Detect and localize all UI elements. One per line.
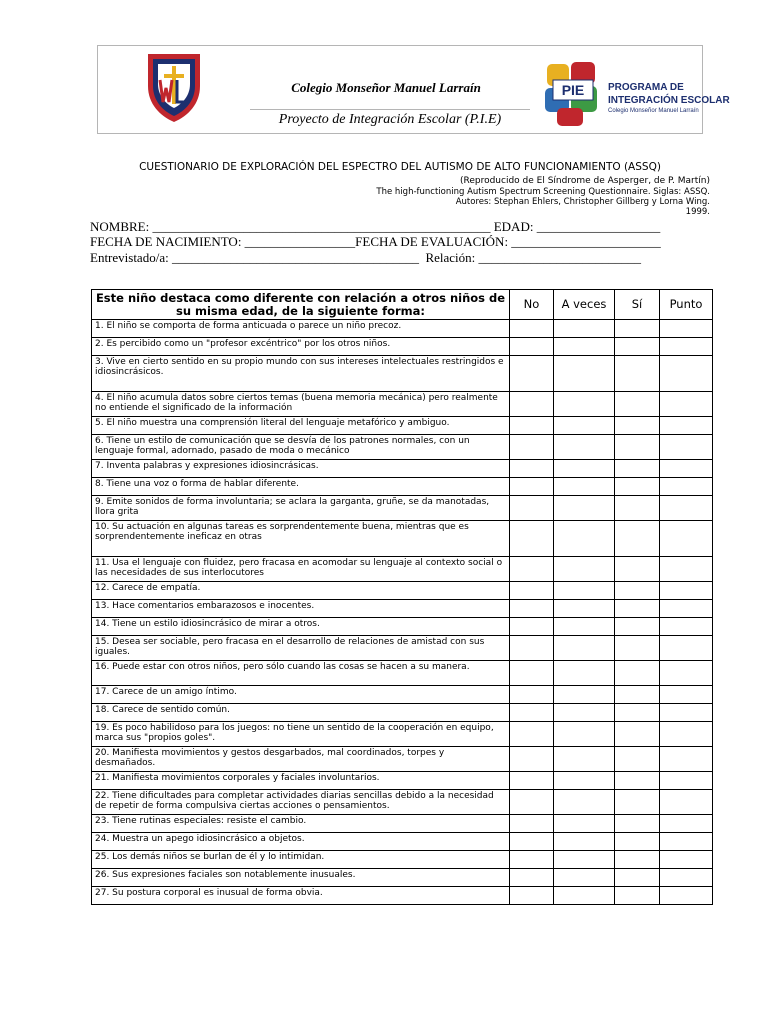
score-cell[interactable] [660,356,713,392]
score-cell[interactable] [660,790,713,815]
score-cell[interactable] [660,417,713,435]
score-cell[interactable] [660,833,713,851]
question-text: 5. El niño muestra una comprensión literal del lenguaje metafórico y ambiguo. [92,417,510,435]
question-text: 8. Tiene una voz o forma de hablar diferente. [92,478,510,496]
answer-no-cell[interactable] [510,582,554,600]
question-text: 10. Su actuación en algunas tareas es sorprendentemente buena, mientras que es sorprendentemente ineficaz en otras [92,521,510,557]
answer-no-cell[interactable] [510,790,554,815]
answer-no-cell[interactable] [510,772,554,790]
question-text: 12. Carece de empatía. [92,582,510,600]
table-row [92,338,713,356]
question-text: 21. Manifiesta movimientos corporales y faciales involuntarios. [92,772,510,790]
school-crest-icon [144,50,204,124]
table-row [92,851,713,869]
answer-no-cell[interactable] [510,496,554,521]
answer-a-veces-cell[interactable] [554,833,615,851]
answer-si-cell[interactable] [615,496,660,521]
answer-si-cell[interactable] [615,833,660,851]
pie-title-line2: INTEGRACIÓN ESCOLAR [608,95,730,106]
question-text: 20. Manifiesta movimientos y gestos desgarbados, mal coordinados, torpes y desmañados. [92,747,510,772]
answer-a-veces-cell[interactable] [554,790,615,815]
answer-no-cell[interactable] [510,338,554,356]
table-row [92,496,713,521]
answer-si-cell[interactable] [615,435,660,460]
reference-line: (Reproducido de El Síndrome de Asperger, de P. Martín) [459,176,710,186]
score-cell[interactable] [660,636,713,661]
answer-a-veces-cell[interactable] [554,686,615,704]
table-row [92,747,713,772]
answer-no-cell[interactable] [510,392,554,417]
answer-no-cell[interactable] [510,435,554,460]
reference-line: The high-functioning Autism Spectrum Screening Questionnaire. Siglas: ASSQ. [376,187,710,197]
answer-si-cell[interactable] [615,582,660,600]
answer-a-veces-cell[interactable] [554,887,615,905]
table-row [92,417,713,435]
interviewee-relation-field[interactable]: Entrevistado/a: ______________________________________ Relación: _________________________ [90,250,642,265]
answer-si-cell[interactable] [615,460,660,478]
question-text: 1. El niño se comporta de forma anticuada o parece un niño precoz. [92,320,510,338]
pie-title-line3: Colegio Monseñor Manuel Larraín [608,108,699,114]
answer-a-veces-cell[interactable] [554,392,615,417]
question-text: 4. El niño acumula datos sobre ciertos temas (buena memoria mecánica) pero realmente no entiende el significado de la información [92,392,510,417]
document-title: CUESTIONARIO DE EXPLORACIÓN DEL ESPECTRO DEL AUTISMO DE ALTO FUNCIONAMIENTO (ASSQ) [139,161,661,173]
question-text: 11. Usa el lenguaje con fluidez, pero fracasa en acomodar su lenguaje al contexto social o las necesidades de sus interlocutores [92,557,510,582]
birth-evaluation-date-field[interactable]: FECHA DE NACIMIENTO: _________________FECHA DE EVALUACIÓN: _______________________ [90,234,661,249]
answer-no-cell[interactable] [510,686,554,704]
answer-no-cell[interactable] [510,815,554,833]
answer-a-veces-cell[interactable] [554,582,615,600]
answer-si-cell[interactable] [615,851,660,869]
answer-si-cell[interactable] [615,772,660,790]
answer-a-veces-cell[interactable] [554,521,615,557]
answer-no-cell[interactable] [510,661,554,686]
score-cell[interactable] [660,478,713,496]
name-age-field[interactable]: NOMBRE: ____________________________________________________ EDAD: ___________________ [90,219,661,234]
pie-title-line1: PROGRAMA DE [608,82,684,93]
answer-no-cell[interactable] [510,887,554,905]
score-cell[interactable] [660,661,713,686]
answer-si-cell[interactable] [615,338,660,356]
answer-a-veces-cell[interactable] [554,557,615,582]
score-cell[interactable] [660,435,713,460]
question-text: 3. Vive en cierto sentido en su propio mundo con sus intereses intelectuales restringidos e idiosincrásicos. [92,356,510,392]
table-row [92,704,713,722]
answer-no-cell[interactable] [510,722,554,747]
answer-a-veces-cell[interactable] [554,704,615,722]
score-cell[interactable] [660,815,713,833]
table-row [92,661,713,686]
question-text: 27. Su postura corporal es inusual de forma obvia. [92,887,510,905]
answer-a-veces-cell[interactable] [554,460,615,478]
answer-a-veces-cell[interactable] [554,851,615,869]
answer-no-cell[interactable] [510,704,554,722]
answer-a-veces-cell[interactable] [554,600,615,618]
score-cell[interactable] [660,496,713,521]
table-row [92,435,713,460]
answer-a-veces-cell[interactable] [554,722,615,747]
table-row [92,460,713,478]
pie-acronym: PIE [561,82,585,98]
table-row [92,686,713,704]
answer-no-cell[interactable] [510,851,554,869]
question-text: 13. Hace comentarios embarazosos e inocentes. [92,600,510,618]
answer-si-cell[interactable] [615,887,660,905]
question-text: 26. Sus expresiones faciales son notablemente inusuales. [92,869,510,887]
table-row [92,887,713,905]
answer-no-cell[interactable] [510,869,554,887]
answer-a-veces-cell[interactable] [554,417,615,435]
answer-no-cell[interactable] [510,747,554,772]
column-header-si: Sí [615,290,660,320]
table-row [92,833,713,851]
answer-a-veces-cell[interactable] [554,661,615,686]
score-cell[interactable] [660,582,713,600]
answer-no-cell[interactable] [510,356,554,392]
answer-no-cell[interactable] [510,557,554,582]
score-cell[interactable] [660,600,713,618]
question-text: 24. Muestra un apego idiosincrásico a objetos. [92,833,510,851]
answer-no-cell[interactable] [510,478,554,496]
answer-si-cell[interactable] [615,636,660,661]
question-text: 25. Los demás niños se burlan de él y lo intimidan. [92,851,510,869]
question-text: 9. Emite sonidos de forma involuntaria; se aclara la garganta, gruñe, se da manotadas, llora grita [92,496,510,521]
answer-si-cell[interactable] [615,320,660,338]
table-header-statement: Este niño destaca como diferente con relación a otros niños de su misma edad, de la siguiente forma: [92,290,510,320]
answer-a-veces-cell[interactable] [554,496,615,521]
answer-a-veces-cell[interactable] [554,636,615,661]
score-cell[interactable] [660,460,713,478]
answer-si-cell[interactable] [615,869,660,887]
question-text: 19. Es poco habilidoso para los juegos: no tiene un sentido de la cooperación en equipo, marca sus "propios goles". [92,722,510,747]
answer-si-cell[interactable] [615,686,660,704]
answer-no-cell[interactable] [510,833,554,851]
table-row [92,815,713,833]
question-text: 17. Carece de un amigo íntimo. [92,686,510,704]
answer-a-veces-cell[interactable] [554,435,615,460]
column-header-a-veces: A veces [554,290,615,320]
question-text: 7. Inventa palabras y expresiones idiosincrásicas. [92,460,510,478]
score-cell[interactable] [660,851,713,869]
answer-a-veces-cell[interactable] [554,772,615,790]
table-row [92,869,713,887]
answer-si-cell[interactable] [615,704,660,722]
answer-si-cell[interactable] [615,557,660,582]
table-row [92,320,713,338]
table-row [92,478,713,496]
score-cell[interactable] [660,392,713,417]
answer-no-cell[interactable] [510,460,554,478]
answer-si-cell[interactable] [615,392,660,417]
question-text: 23. Tiene rutinas especiales: resiste el cambio. [92,815,510,833]
answer-si-cell[interactable] [615,417,660,435]
table-row [92,618,713,636]
answer-a-veces-cell[interactable] [554,618,615,636]
answer-si-cell[interactable] [615,661,660,686]
answer-si-cell[interactable] [615,600,660,618]
table-row [92,772,713,790]
answer-si-cell[interactable] [615,356,660,392]
score-cell[interactable] [660,338,713,356]
answer-a-veces-cell[interactable] [554,356,615,392]
score-cell[interactable] [660,747,713,772]
question-text: 14. Tiene un estilo idiosincrásico de mirar a otros. [92,618,510,636]
score-cell[interactable] [660,704,713,722]
table-row [92,722,713,747]
table-row [92,557,713,582]
answer-no-cell[interactable] [510,636,554,661]
answer-no-cell[interactable] [510,320,554,338]
answer-si-cell[interactable] [615,478,660,496]
school-name: Colegio Monseñor Manuel Larraín [291,80,481,95]
pie-program-logo [543,60,705,128]
answer-a-veces-cell[interactable] [554,320,615,338]
score-cell[interactable] [660,887,713,905]
column-header-punto: Punto [660,290,713,320]
answer-no-cell[interactable] [510,521,554,557]
score-cell[interactable] [660,686,713,704]
header-divider [250,109,530,110]
answer-no-cell[interactable] [510,600,554,618]
table-header-row [92,290,713,320]
table-row [92,600,713,618]
score-cell[interactable] [660,869,713,887]
table-row [92,636,713,661]
answer-si-cell[interactable] [615,722,660,747]
score-cell[interactable] [660,618,713,636]
reference-line: Autores: Stephan Ehlers, Christopher Gillberg y Lorna Wing. [455,197,710,207]
score-cell[interactable] [660,557,713,582]
question-text: 2. Es percibido como un "profesor excéntrico" por los otros niños. [92,338,510,356]
answer-a-veces-cell[interactable] [554,869,615,887]
table-row [92,582,713,600]
answer-a-veces-cell[interactable] [554,478,615,496]
answer-si-cell[interactable] [615,618,660,636]
answer-a-veces-cell[interactable] [554,338,615,356]
question-text: 22. Tiene dificultades para completar actividades diarias sencillas debido a la necesidad de repetir de forma compulsiva ciertas acciones o pensamientos. [92,790,510,815]
reference-line: 1999. [685,207,710,217]
score-cell[interactable] [660,521,713,557]
table-row [92,356,713,392]
answer-si-cell[interactable] [615,815,660,833]
answer-a-veces-cell[interactable] [554,747,615,772]
project-name: Proyecto de Integración Escolar (P.I.E) [278,112,502,127]
answer-a-veces-cell[interactable] [554,815,615,833]
question-text: 16. Puede estar con otros niños, pero sólo cuando las cosas se hacen a su manera. [92,661,510,686]
answer-no-cell[interactable] [510,618,554,636]
table-row [92,790,713,815]
question-text: 6. Tiene un estilo de comunicación que se desvía de los patrones normales, con un lenguaje formal, adornado, pasado de moda o mecánico [92,435,510,460]
question-text: 15. Desea ser sociable, pero fracasa en el desarrollo de relaciones de amistad con sus iguales. [92,636,510,661]
answer-si-cell[interactable] [615,747,660,772]
answer-si-cell[interactable] [615,521,660,557]
answer-si-cell[interactable] [615,790,660,815]
score-cell[interactable] [660,320,713,338]
table-row [92,392,713,417]
answer-no-cell[interactable] [510,417,554,435]
questionnaire-table [91,289,713,905]
table-row [92,521,713,557]
question-text: 18. Carece de sentido común. [92,704,510,722]
score-cell[interactable] [660,772,713,790]
score-cell[interactable] [660,722,713,747]
column-header-no: No [510,290,554,320]
